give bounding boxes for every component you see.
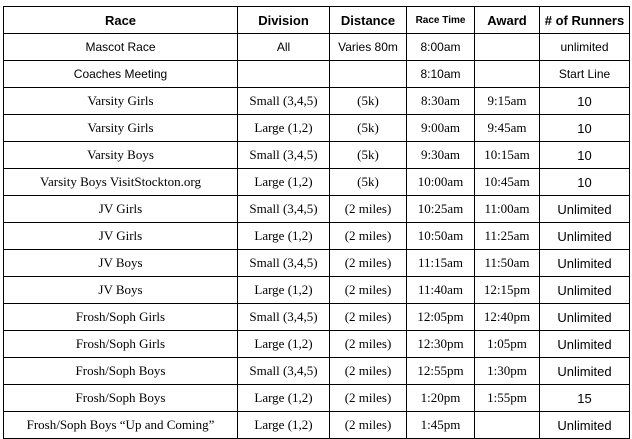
header-award: Award	[475, 7, 540, 34]
table-row	[4, 169, 630, 196]
cell-division: Large (1,2)	[238, 115, 330, 142]
cell-race: Frosh/Soph Boys “Up and Coming”	[4, 412, 238, 439]
cell-distance: (5k)	[330, 169, 407, 196]
cell-distance: (2 miles)	[330, 223, 407, 250]
cell-race: JV Girls	[4, 196, 238, 223]
cell-race-time: 12:55pm	[407, 358, 475, 385]
cell-award: 12:15pm	[475, 277, 540, 304]
cell-award: 11:25am	[475, 223, 540, 250]
table-row	[4, 61, 630, 88]
cell-runners: Unlimited	[540, 412, 630, 439]
table-row	[4, 142, 630, 169]
cell-race-time: 11:40am	[407, 277, 475, 304]
cell-runners: Unlimited	[540, 223, 630, 250]
cell-race-time: 10:25am	[407, 196, 475, 223]
cell-race-time: 8:00am	[407, 34, 475, 61]
cell-award: 11:00am	[475, 196, 540, 223]
cell-division: Small (3,4,5)	[238, 196, 330, 223]
cell-runners: Unlimited	[540, 250, 630, 277]
cell-distance: (2 miles)	[330, 358, 407, 385]
cell-division: Large (1,2)	[238, 412, 330, 439]
cell-race: Varsity Girls	[4, 115, 238, 142]
table-row	[4, 412, 630, 439]
cell-distance: (2 miles)	[330, 304, 407, 331]
cell-race: Varsity Girls	[4, 88, 238, 115]
cell-award: 1:55pm	[475, 385, 540, 412]
table-row	[4, 88, 630, 115]
cell-distance	[330, 61, 407, 88]
cell-award: 10:15am	[475, 142, 540, 169]
table-row	[4, 358, 630, 385]
cell-division: Small (3,4,5)	[238, 88, 330, 115]
table-row	[4, 223, 630, 250]
cell-race: JV Boys	[4, 250, 238, 277]
cell-runners: Start Line	[540, 61, 630, 88]
cell-division: Small (3,4,5)	[238, 304, 330, 331]
header-race-time: Race Time	[407, 7, 475, 34]
cell-race-time: 1:20pm	[407, 385, 475, 412]
cell-race: Varsity Boys	[4, 142, 238, 169]
cell-division: Small (3,4,5)	[238, 250, 330, 277]
cell-division: Small (3,4,5)	[238, 142, 330, 169]
cell-distance: (2 miles)	[330, 250, 407, 277]
cell-distance: Varies 80m	[330, 34, 407, 61]
cell-runners: 10	[540, 142, 630, 169]
table-row	[4, 385, 630, 412]
header-row	[4, 7, 630, 34]
cell-award: 1:30pm	[475, 358, 540, 385]
cell-race-time: 9:00am	[407, 115, 475, 142]
cell-division: Large (1,2)	[238, 277, 330, 304]
cell-race: Frosh/Soph Boys	[4, 385, 238, 412]
cell-runners: 10	[540, 169, 630, 196]
cell-award: 12:40pm	[475, 304, 540, 331]
cell-runners: 10	[540, 115, 630, 142]
cell-distance: (5k)	[330, 115, 407, 142]
cell-award: 9:15am	[475, 88, 540, 115]
cell-runners: Unlimited	[540, 196, 630, 223]
cell-race: Mascot Race	[4, 34, 238, 61]
table-body	[4, 34, 630, 439]
header-runners: # of Runners	[540, 7, 630, 34]
cell-race-time: 10:00am	[407, 169, 475, 196]
cell-award	[475, 61, 540, 88]
cell-award	[475, 412, 540, 439]
cell-division: Large (1,2)	[238, 331, 330, 358]
cell-race-time: 10:50am	[407, 223, 475, 250]
table-row	[4, 250, 630, 277]
cell-award: 10:45am	[475, 169, 540, 196]
table-row	[4, 196, 630, 223]
cell-race: Frosh/Soph Boys	[4, 358, 238, 385]
cell-race-time: 12:05pm	[407, 304, 475, 331]
cell-distance: (2 miles)	[330, 385, 407, 412]
cell-award	[475, 34, 540, 61]
cell-award: 1:05pm	[475, 331, 540, 358]
table-row	[4, 34, 630, 61]
cell-race-time: 1:45pm	[407, 412, 475, 439]
cell-distance: (2 miles)	[330, 277, 407, 304]
cell-race: Frosh/Soph Girls	[4, 304, 238, 331]
table-row	[4, 331, 630, 358]
cell-division: Large (1,2)	[238, 169, 330, 196]
cell-distance: (2 miles)	[330, 331, 407, 358]
header-race: Race	[4, 7, 238, 34]
cell-race: Varsity Boys VisitStockton.org	[4, 169, 238, 196]
cell-distance: (5k)	[330, 88, 407, 115]
cell-runners: 15	[540, 385, 630, 412]
race-schedule-table	[3, 6, 630, 439]
cell-race: JV Girls	[4, 223, 238, 250]
cell-race-time: 12:30pm	[407, 331, 475, 358]
cell-race-time: 8:10am	[407, 61, 475, 88]
cell-distance: (2 miles)	[330, 412, 407, 439]
cell-race-time: 11:15am	[407, 250, 475, 277]
header-division: Division	[238, 7, 330, 34]
cell-division: Large (1,2)	[238, 385, 330, 412]
cell-runners: Unlimited	[540, 358, 630, 385]
table-row	[4, 115, 630, 142]
cell-distance: (2 miles)	[330, 196, 407, 223]
cell-distance: (5k)	[330, 142, 407, 169]
cell-runners: 10	[540, 88, 630, 115]
cell-race: JV Boys	[4, 277, 238, 304]
header-distance: Distance	[330, 7, 407, 34]
table-row	[4, 304, 630, 331]
cell-runners: Unlimited	[540, 277, 630, 304]
cell-division: Large (1,2)	[238, 223, 330, 250]
cell-division: Small (3,4,5)	[238, 358, 330, 385]
cell-race: Frosh/Soph Girls	[4, 331, 238, 358]
cell-race: Coaches Meeting	[4, 61, 238, 88]
cell-division: All	[238, 34, 330, 61]
cell-race-time: 9:30am	[407, 142, 475, 169]
cell-runners: Unlimited	[540, 331, 630, 358]
cell-award: 9:45am	[475, 115, 540, 142]
cell-division	[238, 61, 330, 88]
cell-runners: unlimited	[540, 34, 630, 61]
table-row	[4, 277, 630, 304]
cell-race-time: 8:30am	[407, 88, 475, 115]
cell-runners: Unlimited	[540, 304, 630, 331]
cell-award: 11:50am	[475, 250, 540, 277]
